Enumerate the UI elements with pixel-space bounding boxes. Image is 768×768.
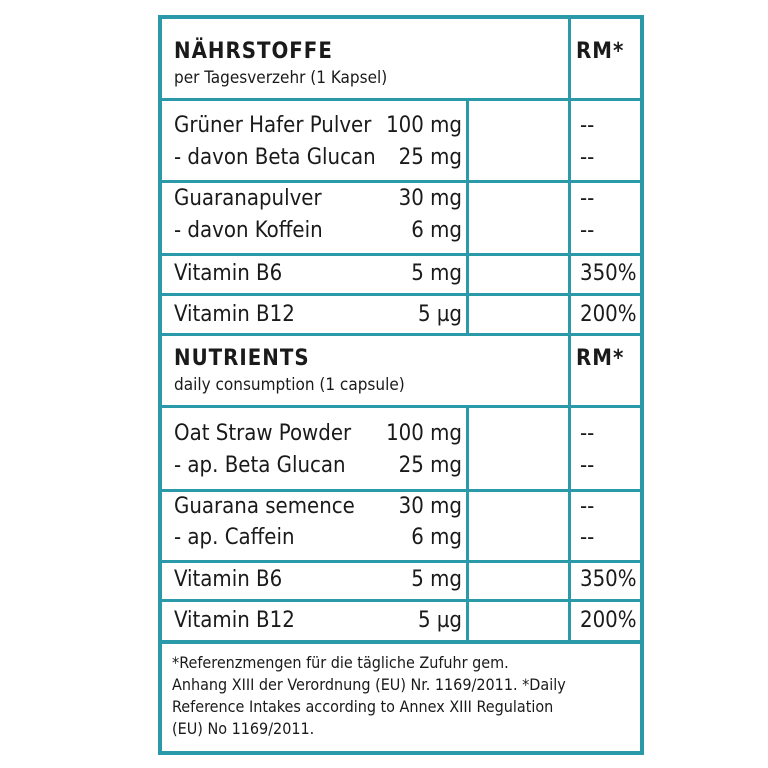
german-row-amount: 30 mg	[398, 186, 462, 211]
english-row-rm: --	[580, 453, 595, 478]
english-row-name: Vitamin B12	[174, 608, 295, 633]
footnote	[172, 652, 634, 740]
german-row-amount: 5 mg	[411, 261, 462, 286]
german-title: NÄHRSTOFFE	[174, 39, 333, 64]
german-row-name: Vitamin B6	[174, 261, 283, 286]
german-row-name: Guaranapulver	[174, 186, 322, 211]
nutrition-table	[162, 19, 640, 644]
german-row-name: - davon Koffein	[174, 218, 323, 243]
german-row-amount: 25 mg	[398, 145, 462, 170]
english-row-name: - ap. Beta Glucan	[174, 453, 346, 478]
german-row-amount: 5 µg	[417, 302, 462, 327]
rule	[466, 98, 469, 336]
rule	[568, 19, 571, 644]
english-row-rm: 200%	[580, 608, 637, 633]
german-row-amount: 100 mg	[386, 113, 462, 138]
english-subtitle: daily consumption (1 capsule)	[174, 375, 405, 395]
english-row-rm: 350%	[580, 567, 637, 592]
english-row-rm: --	[580, 421, 595, 446]
english-row-name: Guarana semence	[174, 494, 355, 519]
nutrition-table-frame	[158, 15, 644, 755]
footnote-line: Anhang XIII der Verordnung (EU) Nr. 1169/2011. *Daily	[172, 675, 566, 694]
german-row-name: Vitamin B12	[174, 302, 295, 327]
footnote-line: (EU) No 1169/2011.	[172, 719, 315, 738]
english-row-amount: 5 µg	[417, 608, 462, 633]
german-row-rm: --	[580, 186, 595, 211]
english-row-rm: --	[580, 525, 595, 550]
footnote-line: *Referenzmengen für die tägliche Zufuhr gem.	[172, 653, 509, 672]
german-row-name: - davon Beta Glucan	[174, 145, 376, 170]
english-row-name: - ap. Caffein	[174, 525, 295, 550]
english-row-amount: 25 mg	[398, 453, 462, 478]
english-row-amount: 100 mg	[386, 421, 462, 446]
german-row-rm: 350%	[580, 261, 637, 286]
german-subtitle: per Tagesverzehr (1 Kapsel)	[174, 68, 388, 88]
german-row-name: Grüner Hafer Pulver	[174, 113, 372, 138]
english-row-amount: 5 mg	[411, 567, 462, 592]
english-row-name: Oat Straw Powder	[174, 421, 352, 446]
german-row-rm: --	[580, 218, 595, 243]
german-row-rm: 200%	[580, 302, 637, 327]
german-row-amount: 6 mg	[411, 218, 462, 243]
english-rm-header: RM*	[576, 346, 625, 371]
german-row-rm: --	[580, 113, 595, 138]
rule	[466, 405, 469, 644]
footnote-line: Reference Intakes according to Annex XIII Regulation	[172, 697, 554, 716]
english-row-amount: 30 mg	[398, 494, 462, 519]
english-title: NUTRIENTS	[174, 346, 310, 371]
german-row-rm: --	[580, 145, 595, 170]
english-row-name: Vitamin B6	[174, 567, 283, 592]
german-rm-header: RM*	[576, 39, 625, 64]
english-row-rm: --	[580, 494, 595, 519]
english-row-amount: 6 mg	[411, 525, 462, 550]
